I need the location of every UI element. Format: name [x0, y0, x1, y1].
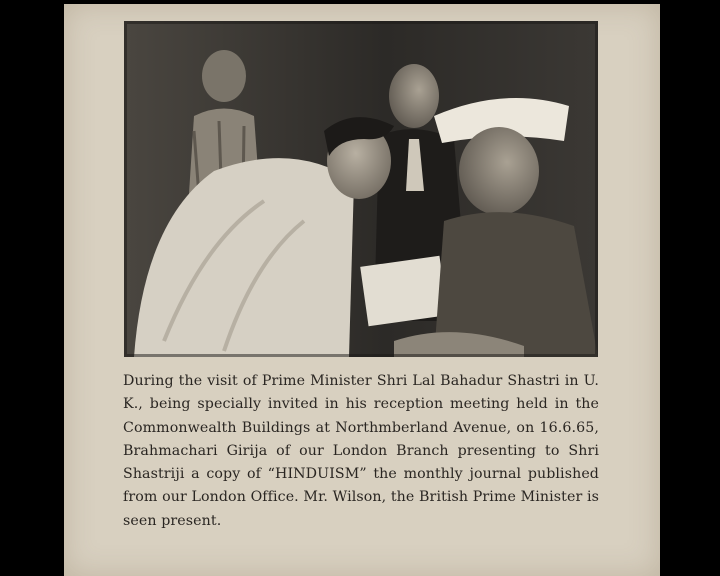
photo-caption: During the visit of Prime Minister Shri Lal Bahadur Shastri in U. K., being specially invited in his reception meeting held in the Commonwealth Buildings at Northmberland Avenue, on 16.6.65, Brahmachari Girija of our London Branch presenting to Shri Shastriji a copy of “HINDUISM” the monthly journal published from our London Office. Mr. Wilson, the British Prime Minister is seen present.	[123, 373, 599, 529]
photograph-illustration	[124, 21, 598, 357]
document-page	[64, 4, 660, 576]
reception-photograph	[124, 21, 598, 357]
